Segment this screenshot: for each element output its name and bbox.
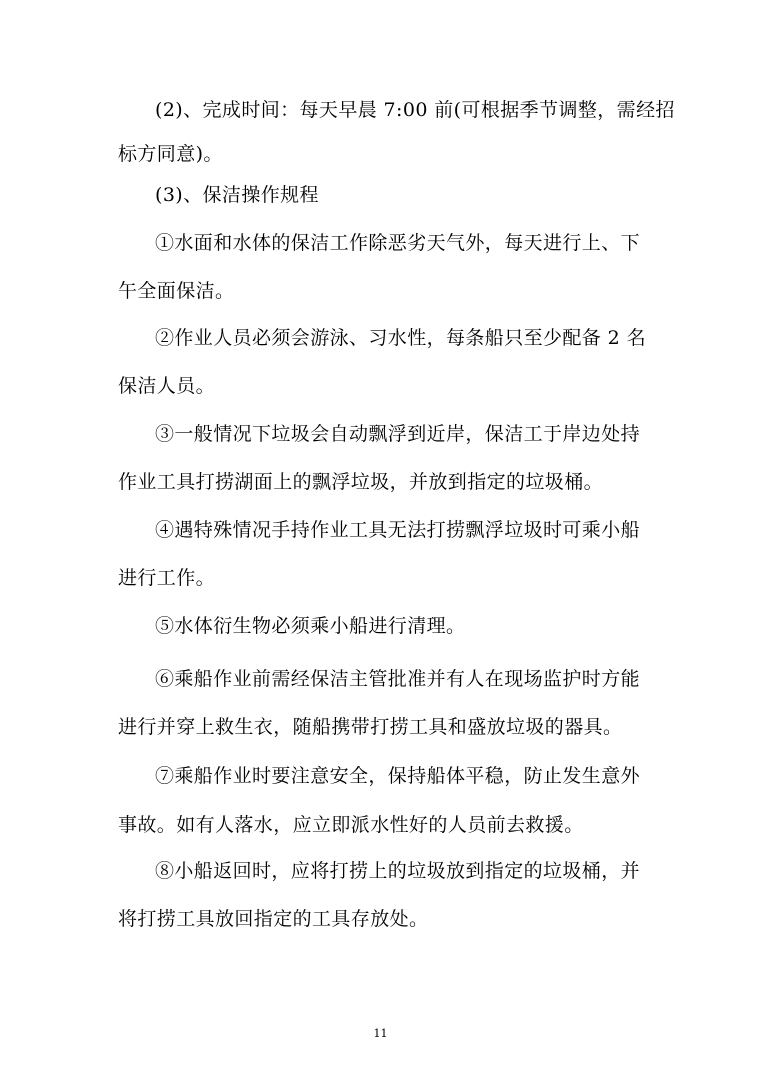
paragraph-line: 进行工作。 [118, 567, 216, 589]
paragraph-line: 保洁人员。 [118, 375, 216, 397]
paragraph-line: 进行并穿上救生衣，随船携带打捞工具和盛放垃圾的器具。 [118, 716, 623, 738]
section-heading: (3)、保洁操作规程 [155, 184, 319, 206]
paragraph-line: ⑦乘船作业时要注意安全，保持船体平稳，防止发生意外 [155, 765, 641, 787]
paragraph-line: ⑥乘船作业前需经保洁主管批准并有人在现场监护时方能 [155, 668, 641, 690]
paragraph-line: ④遇特殊情况手持作业工具无法打捞飘浮垃圾时可乘小船 [155, 519, 641, 541]
paragraph-line: 作业工具打捞湖面上的飘浮垃圾，并放到指定的垃圾桶。 [118, 471, 604, 493]
paragraph-line: ⑧小船返回时，应将打捞上的垃圾放到指定的垃圾桶，并 [155, 860, 641, 882]
paragraph-line: 标方同意)。 [118, 143, 223, 165]
page-number: 11 [373, 1027, 388, 1040]
paragraph-line: ③一般情况下垃圾会自动飘浮到近岸，保洁工于岸边处持 [155, 423, 641, 445]
paragraph-line: ②作业人员必须会游泳、习水性，每条船只至少配备 2 名 [155, 327, 646, 349]
paragraph-line: 午全面保洁。 [118, 280, 235, 302]
paragraph-line: (2)、完成时间：每天早晨 7:00 前(可根据季节调整，需经招 [155, 99, 675, 121]
paragraph-line: ⑤水体衍生物必须乘小船进行清理。 [155, 615, 466, 637]
paragraph-line: ①水面和水体的保洁工作除恶劣天气外，每天进行上、下 [155, 232, 641, 254]
paragraph-line: 将打捞工具放回指定的工具存放处。 [118, 908, 429, 930]
paragraph-line: 事故。如有人落水，应立即派水性好的人员前去救援。 [118, 814, 584, 836]
